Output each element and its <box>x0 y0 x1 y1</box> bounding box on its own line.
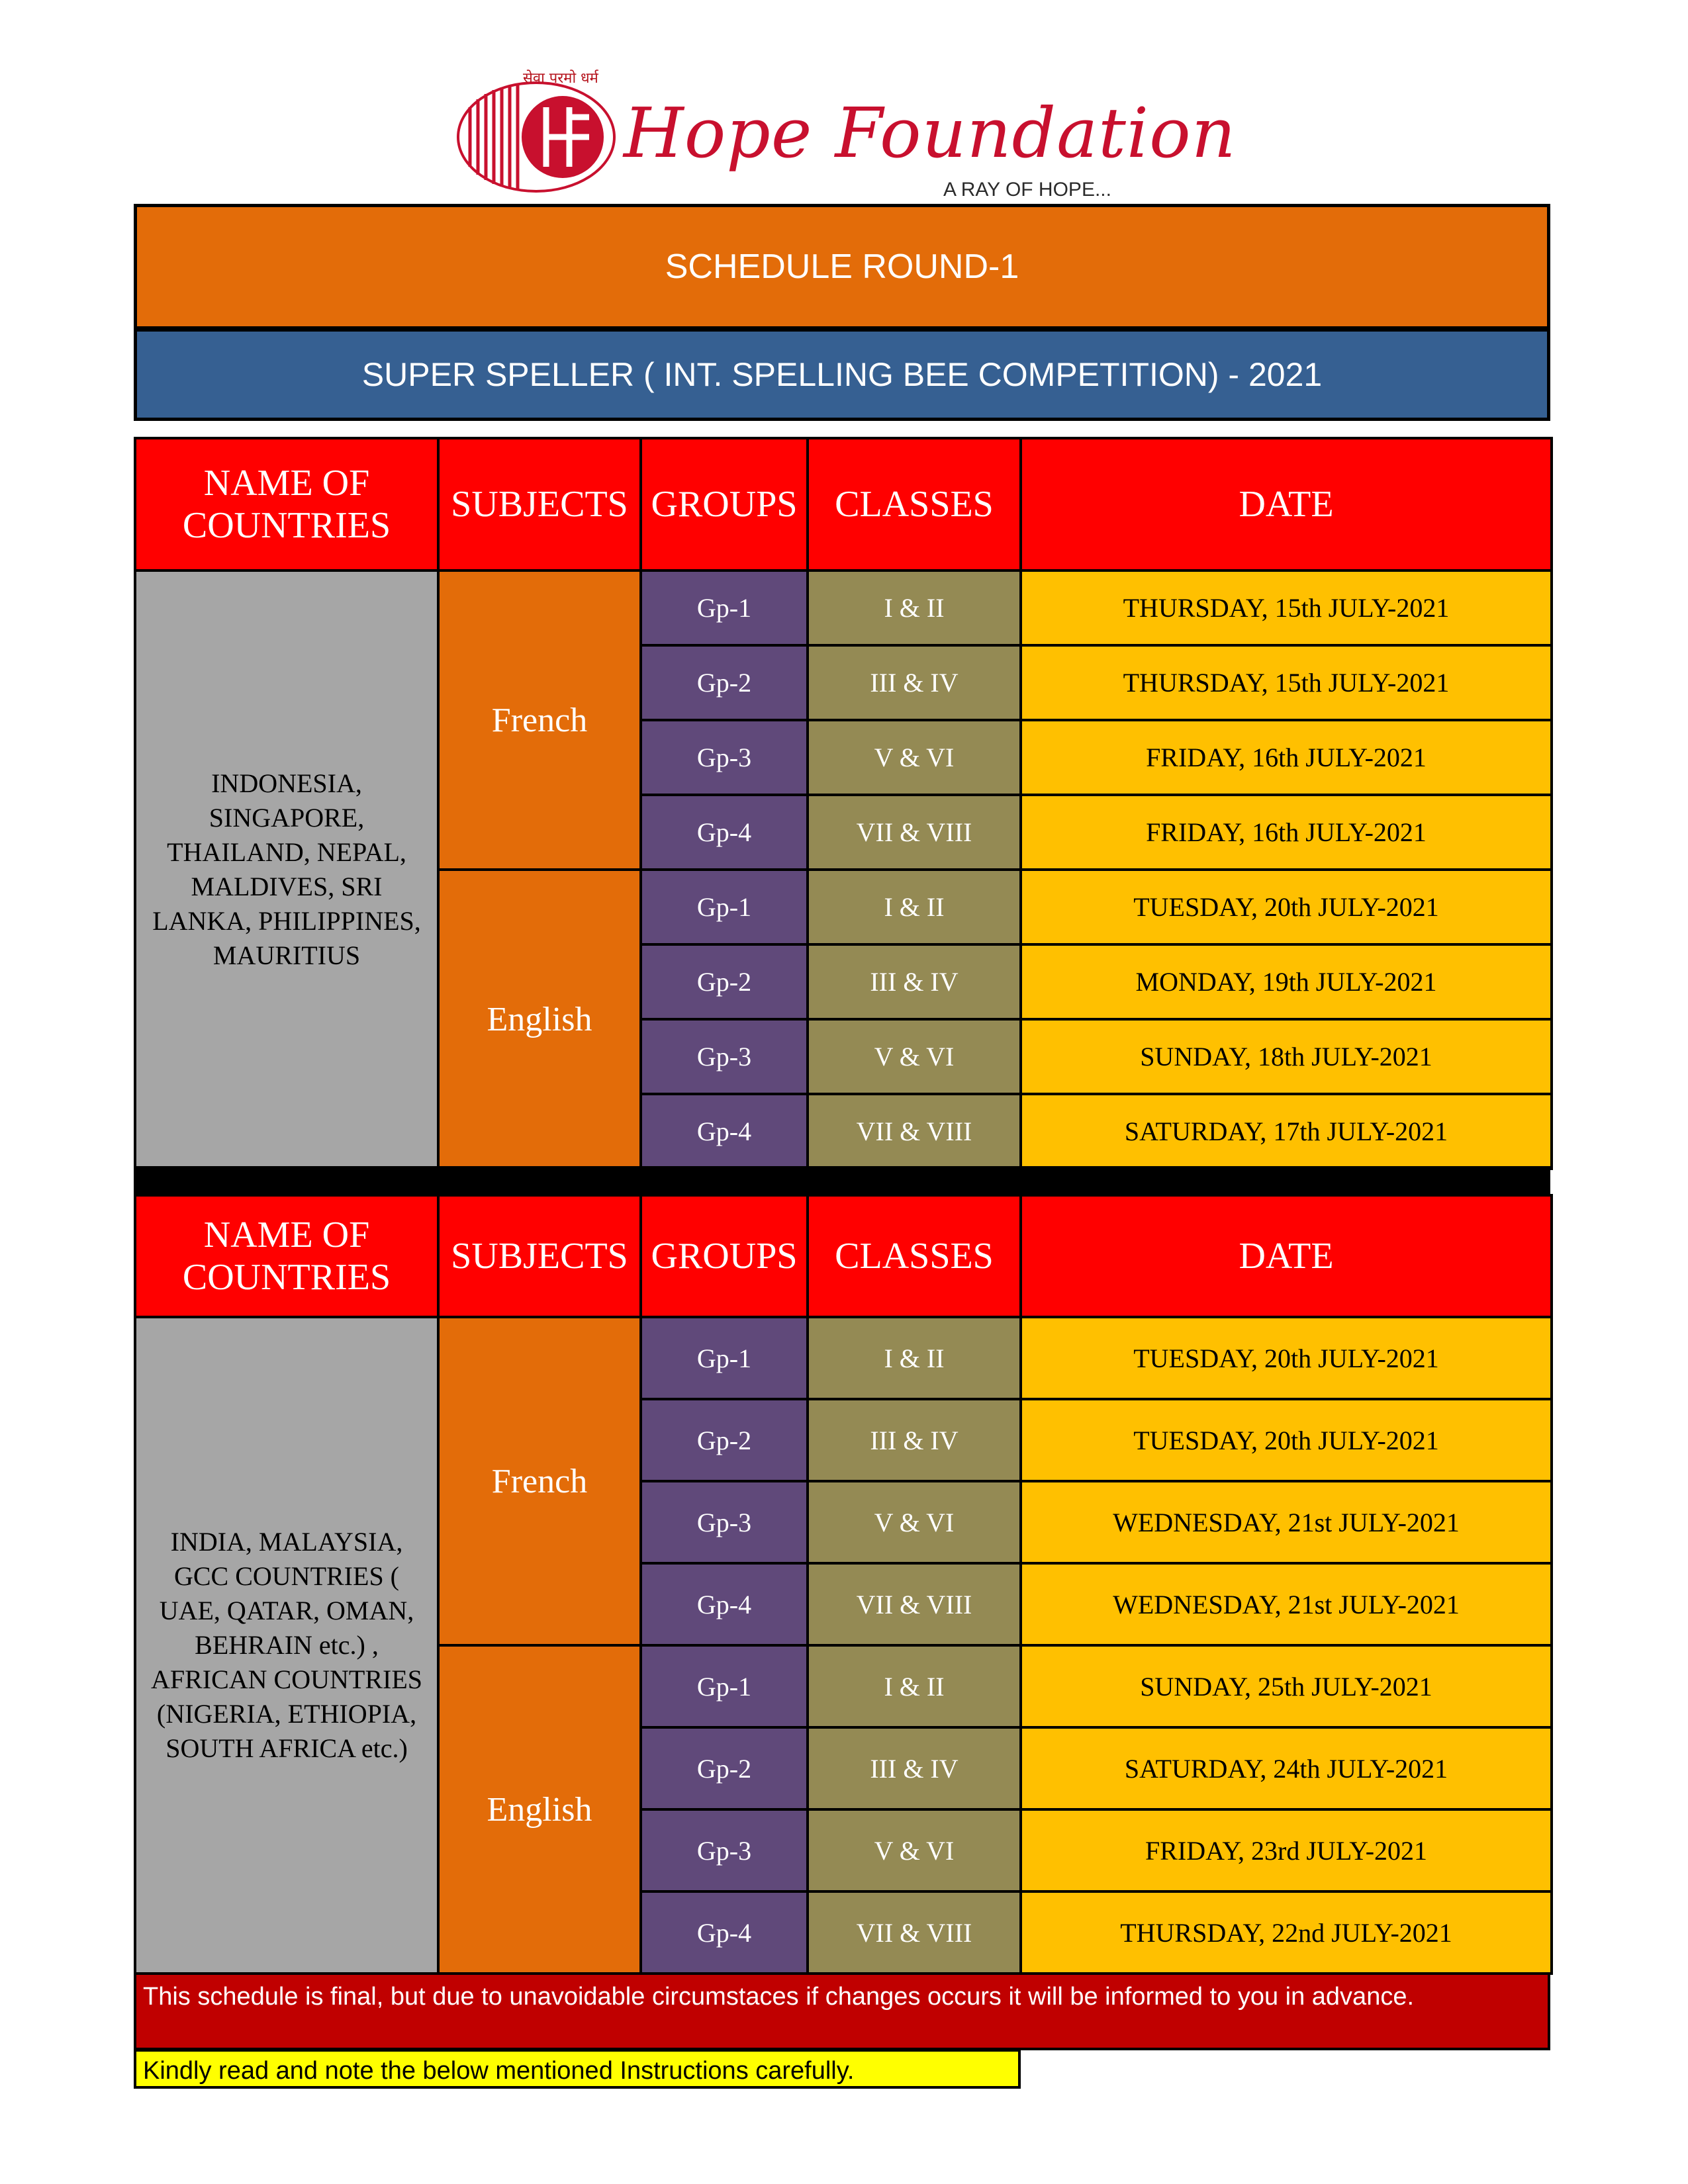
date-cell: WEDNESDAY, 21st JULY-2021 <box>1021 1481 1552 1563</box>
group-cell: Gp-2 <box>641 1399 808 1481</box>
class-cell: III & IV <box>808 944 1021 1019</box>
header-countries: NAME OF COUNTRIES <box>135 1195 438 1317</box>
header-groups: GROUPS <box>641 438 808 570</box>
table-row <box>135 1317 1552 1399</box>
group-cell: Gp-1 <box>641 1317 808 1399</box>
header-date: DATE <box>1021 1195 1552 1317</box>
hope-foundation-emblem-icon <box>457 81 616 193</box>
group-cell: Gp-4 <box>641 1563 808 1645</box>
group-cell: Gp-1 <box>641 870 808 944</box>
class-cell: VII & VIII <box>808 795 1021 870</box>
header-groups: GROUPS <box>641 1195 808 1317</box>
header-classes: CLASSES <box>808 1195 1021 1317</box>
class-cell: VII & VIII <box>808 1094 1021 1169</box>
class-cell: V & VI <box>808 1019 1021 1094</box>
date-cell: SUNDAY, 18th JULY-2021 <box>1021 1019 1552 1094</box>
class-cell: VII & VIII <box>808 1891 1021 1974</box>
date-cell: FRIDAY, 23rd JULY-2021 <box>1021 1809 1552 1891</box>
class-cell: I & II <box>808 870 1021 944</box>
date-cell: THURSDAY, 15th JULY-2021 <box>1021 645 1552 720</box>
table-header-row <box>135 438 1552 570</box>
group-cell: Gp-3 <box>641 1481 808 1563</box>
group-cell: Gp-4 <box>641 795 808 870</box>
group-cell: Gp-4 <box>641 1094 808 1169</box>
class-cell: I & II <box>808 1317 1021 1399</box>
class-cell: I & II <box>808 570 1021 645</box>
date-cell: MONDAY, 19th JULY-2021 <box>1021 944 1552 1019</box>
class-cell: V & VI <box>808 1481 1021 1563</box>
date-cell: SUNDAY, 25th JULY-2021 <box>1021 1645 1552 1727</box>
table-separator <box>134 1166 1550 1195</box>
class-cell: V & VI <box>808 720 1021 795</box>
schedule-title: SCHEDULE ROUND-1 <box>134 204 1550 330</box>
date-cell: THURSDAY, 15th JULY-2021 <box>1021 570 1552 645</box>
header-subjects: SUBJECTS <box>438 1195 641 1317</box>
countries-cell: INDONESIA, SINGAPORE, THAILAND, NEPAL, MALDIVES, SRI LANKA, PHILIPPINES, MAURITIUS <box>135 570 438 1169</box>
logo-tagline: A RAY OF HOPE... <box>943 179 1111 201</box>
group-cell: Gp-2 <box>641 944 808 1019</box>
instructions-notice: Kindly read and note the below mentioned Instructions carefully. <box>134 2049 1021 2089</box>
class-cell: I & II <box>808 1645 1021 1727</box>
date-cell: FRIDAY, 16th JULY-2021 <box>1021 795 1552 870</box>
header-date: DATE <box>1021 438 1552 570</box>
group-cell: Gp-3 <box>641 720 808 795</box>
group-cell: Gp-2 <box>641 645 808 720</box>
competition-subtitle: SUPER SPELLER ( INT. SPELLING BEE COMPETITION) - 2021 <box>134 328 1550 421</box>
subject-cell: English <box>438 1645 641 1974</box>
group-cell: Gp-4 <box>641 1891 808 1974</box>
date-cell: TUESDAY, 20th JULY-2021 <box>1021 1317 1552 1399</box>
group-cell: Gp-1 <box>641 570 808 645</box>
subject-cell: French <box>438 570 641 870</box>
hope-foundation-logo <box>457 66 1237 205</box>
schedule-table-1 <box>134 437 1553 1170</box>
header-subjects: SUBJECTS <box>438 438 641 570</box>
header-countries: NAME OF COUNTRIES <box>135 438 438 570</box>
date-cell: TUESDAY, 20th JULY-2021 <box>1021 870 1552 944</box>
logo-name: Hope Foundation <box>624 93 1237 173</box>
class-cell: VII & VIII <box>808 1563 1021 1645</box>
date-cell: WEDNESDAY, 21st JULY-2021 <box>1021 1563 1552 1645</box>
header-classes: CLASSES <box>808 438 1021 570</box>
logo-motto: सेवा परमो धर्म <box>523 70 598 87</box>
class-cell: III & IV <box>808 645 1021 720</box>
class-cell: III & IV <box>808 1727 1021 1809</box>
date-cell: SATURDAY, 17th JULY-2021 <box>1021 1094 1552 1169</box>
group-cell: Gp-3 <box>641 1809 808 1891</box>
countries-cell: INDIA, MALAYSIA, GCC COUNTRIES ( UAE, QATAR, OMAN, BEHRAIN etc.) , AFRICAN COUNTRIES (NIGERIA, ETHIOPIA, SOUTH AFRICA etc.) <box>135 1317 438 1974</box>
class-cell: III & IV <box>808 1399 1021 1481</box>
group-cell: Gp-2 <box>641 1727 808 1809</box>
date-cell: TUESDAY, 20th JULY-2021 <box>1021 1399 1552 1481</box>
date-cell: THURSDAY, 22nd JULY-2021 <box>1021 1891 1552 1974</box>
schedule-table-2 <box>134 1194 1553 1975</box>
subject-cell: English <box>438 870 641 1169</box>
group-cell: Gp-3 <box>641 1019 808 1094</box>
group-cell: Gp-1 <box>641 1645 808 1727</box>
date-cell: FRIDAY, 16th JULY-2021 <box>1021 720 1552 795</box>
final-schedule-notice: This schedule is final, but due to unavoidable circumstaces if changes occurs it will be informed to you in advance. <box>134 1972 1550 2050</box>
subject-cell: French <box>438 1317 641 1645</box>
date-cell: SATURDAY, 24th JULY-2021 <box>1021 1727 1552 1809</box>
table-row <box>135 570 1552 645</box>
table-header-row <box>135 1195 1552 1317</box>
class-cell: V & VI <box>808 1809 1021 1891</box>
